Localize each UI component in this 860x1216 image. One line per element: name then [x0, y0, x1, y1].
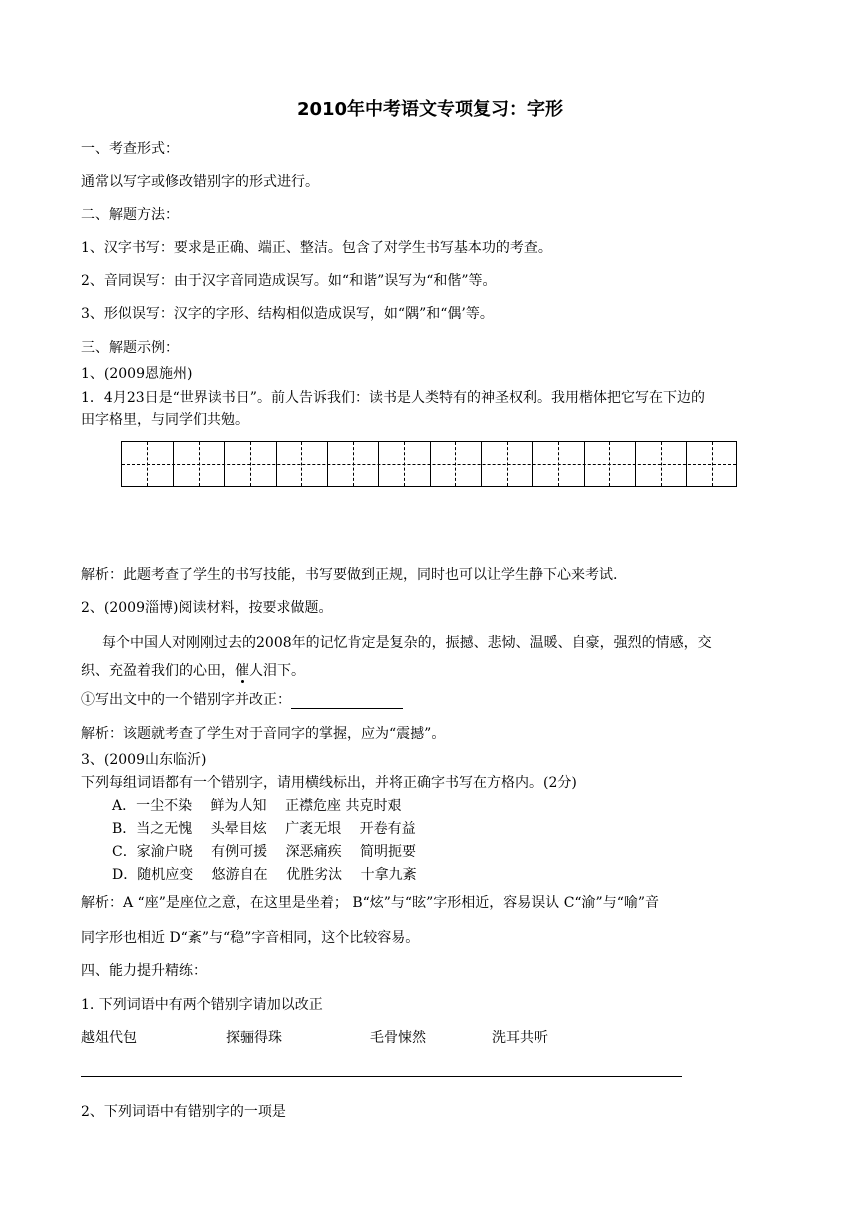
example-3-source: 3、(2009山东临沂)	[81, 752, 207, 768]
method-item-1: 1、汉字书写：要求是正确、端正、整洁。包含了对学生书写基本功的考查。	[81, 240, 552, 256]
grid-line	[481, 442, 482, 486]
grid-line	[686, 442, 687, 486]
option-c: C．家渝户晓 有例可援 深恶痛疾 简明扼要	[112, 844, 417, 860]
page-title: 2010年中考语文专项复习：字形	[296, 99, 564, 120]
example-1-analysis: 解析：此题考查了学生的书写技能，书写要做到正规，同时也可以让学生静下心来考试.	[81, 567, 618, 583]
grid-dash	[199, 442, 200, 486]
grid-dash	[558, 442, 559, 486]
grid-line	[430, 442, 431, 486]
section-3-heading: 三、解题示例：	[81, 340, 179, 356]
exercise-2-prompt: 2、下列词语中有错别字的一项是	[81, 1104, 286, 1120]
method-item-3: 3、形似误写：汉字的字形、结构相似造成误写，如“隅”和“偶’等。	[81, 306, 494, 322]
example-3-analysis-line2: 同字形也相近 D“紊”与“稳”字音相同，这个比较容易。	[81, 930, 420, 946]
example-1-source: 1、(2009恩施州)	[81, 366, 193, 382]
section-1-heading: 一、考查形式：	[81, 141, 179, 157]
answer-blank[interactable]	[291, 694, 403, 709]
tianzige-grid[interactable]	[121, 441, 737, 487]
section-1-body: 通常以写字或修改错别字的形式进行。	[81, 174, 319, 190]
grid-line	[584, 442, 585, 486]
example-3-analysis-line1: 解析：A “座”是座位之意，在这里是坐着； B“炫”与“眩”字形相近，容易误认 C“渝”与“喻”音	[81, 895, 660, 911]
grid-dash	[301, 442, 302, 486]
example-2-passage-line1: 每个中国人对刚刚过去的2008年的记忆肯定是复杂的，振撼、悲恸、温暖、自豪，强烈的情感，交	[102, 635, 712, 651]
grid-dash	[404, 442, 405, 486]
grid-line	[173, 442, 174, 486]
exercise-1-word: 探骊得珠	[226, 1030, 282, 1046]
grid-dash	[507, 442, 508, 486]
exercise-1-word: 毛骨悚然	[370, 1030, 426, 1046]
passage-text: 人泪下。	[249, 663, 305, 679]
grid-midline	[122, 464, 736, 465]
example-2-passage-line2	[81, 662, 305, 680]
grid-line	[532, 442, 533, 486]
grid-dash	[712, 442, 713, 486]
grid-dash	[147, 442, 148, 486]
exercise-1-prompt: 1. 下列词语中有两个错别字请加以改正	[81, 997, 323, 1013]
option-a: A．一尘不染 鲜为人知 正襟危座 共克时艰	[112, 798, 402, 814]
method-item-2: 2、音同误写：由于汉字音同造成误写。如“和谐”误写为“和偕”等。	[81, 273, 497, 289]
example-2-question	[81, 691, 403, 709]
grid-dash	[609, 442, 610, 486]
option-d: D．随机应变 悠游自在 优胜劣汰 十拿九紊	[112, 867, 417, 883]
grid-dash	[250, 442, 251, 486]
grid-line	[327, 442, 328, 486]
grid-dash	[661, 442, 662, 486]
option-b: B．当之无愧 头晕目炫 广袤无垠 开卷有益	[112, 821, 416, 837]
passage-text: 织、充盈着我们的心田，	[81, 663, 235, 679]
grid-line	[276, 442, 277, 486]
example-2-analysis: 解析：该题就考查了学生对于音同字的掌握，应为“震撼”。	[81, 726, 446, 742]
grid-line	[378, 442, 379, 486]
exercise-1-word: 洗耳共听	[492, 1030, 548, 1046]
exercise-1-word: 越俎代包	[81, 1030, 137, 1046]
example-2-source: 2、(2009淄博)阅读材料，按要求做题。	[81, 600, 333, 616]
section-2-heading: 二、解题方法：	[81, 207, 179, 223]
grid-line	[224, 442, 225, 486]
example-1-question-line2: 田字格里，与同学们共勉。	[81, 412, 249, 428]
grid-dash	[353, 442, 354, 486]
example-3-question: 下列每组词语都有一个错别字，请用横线标出，并将正确字书写在方格内。(2分)	[81, 775, 577, 791]
grid-line	[635, 442, 636, 486]
emphasis-dot-char: 催	[235, 663, 249, 679]
grid-dash	[455, 442, 456, 486]
example-1-question-line1: 1．4月23日是“世界读书日”。前人告诉我们：读书是人类特有的神圣权利。我用楷体把它写在下边的	[81, 390, 705, 406]
question-text: ①写出文中的一个错别字并改正：	[81, 692, 291, 708]
answer-line[interactable]	[81, 1076, 682, 1077]
section-4-heading: 四、能力提升精练：	[81, 963, 207, 979]
